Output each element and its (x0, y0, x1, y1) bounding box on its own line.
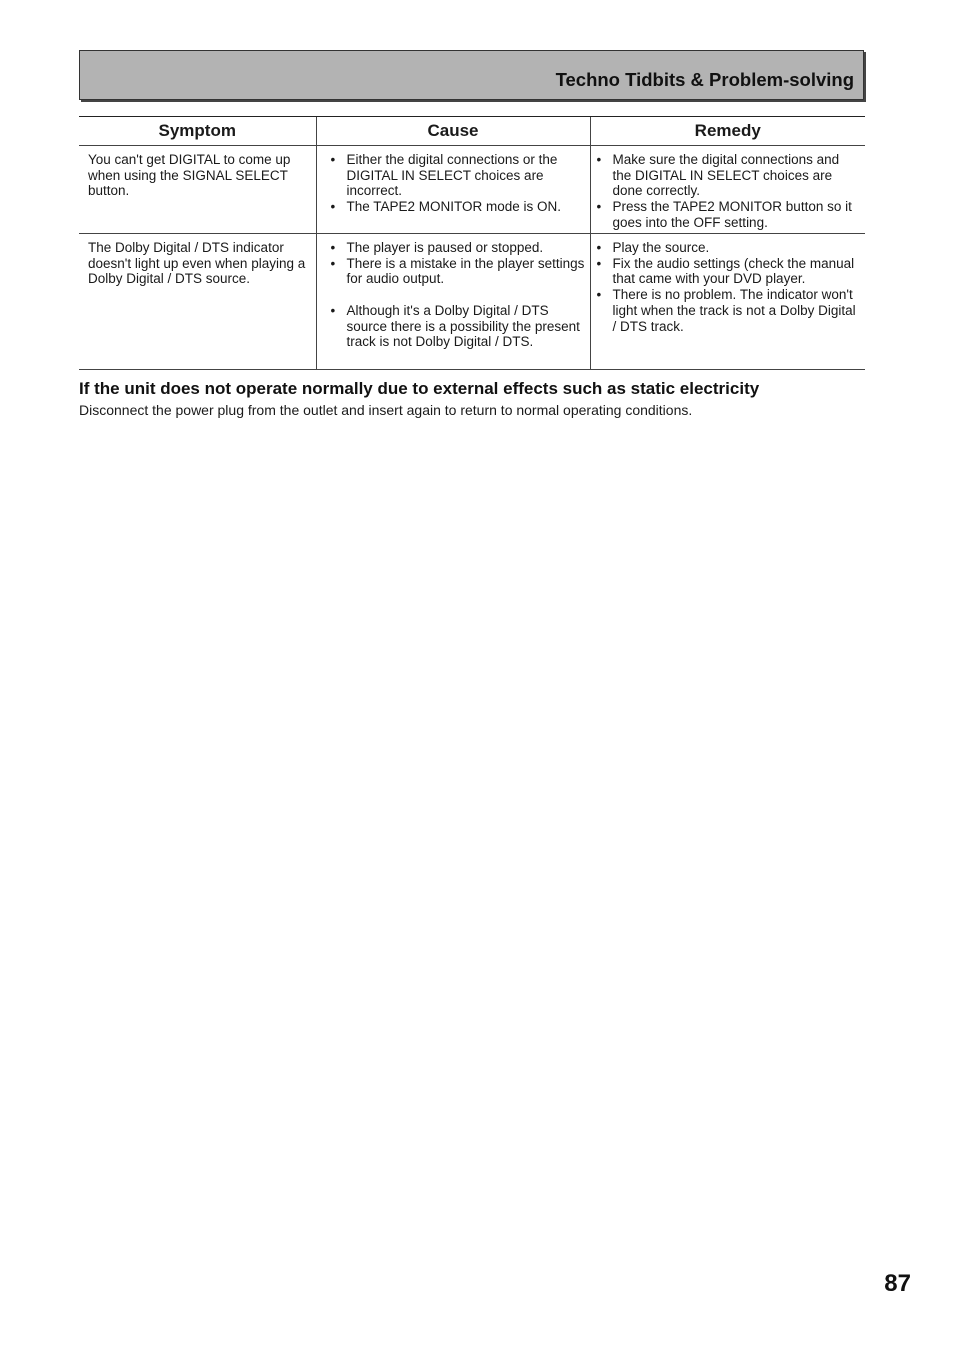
table-row (79, 234, 865, 370)
remedy-item: • There is no problem. The indicator won't light when the track is not a Dolby Digital / DTS track. (597, 287, 862, 334)
remedy-item: • Make sure the digital connections and the DIGITAL IN SELECT choices are done correctly. (597, 152, 862, 199)
table-header-row (79, 117, 865, 146)
column-header-cause: Cause (316, 117, 590, 146)
remedy-cell (590, 234, 865, 370)
cause-item: • Either the digital connections or the DIGITAL IN SELECT choices are incorrect. (331, 152, 586, 199)
static-electricity-text: Disconnect the power plug from the outlet and insert again to return to normal operating conditions. (79, 402, 693, 418)
cause-cell (316, 234, 590, 370)
static-electricity-heading: If the unit does not operate normally due to external effects such as static electricity (79, 379, 760, 398)
symptom-cell: You can't get DIGITAL to come up when using the SIGNAL SELECT button. (79, 146, 316, 234)
cause-item: • The TAPE2 MONITOR mode is ON. (331, 199, 586, 215)
remedy-cell (590, 146, 865, 234)
symptom-cell: The Dolby Digital / DTS indicator doesn't light up even when playing a Dolby Digital / DTS source. (79, 234, 316, 370)
column-header-remedy: Remedy (590, 117, 865, 146)
cause-cell (316, 146, 590, 234)
remedy-item: • Press the TAPE2 MONITOR button so it goes into the OFF setting. (597, 199, 862, 230)
troubleshooting-table (79, 116, 865, 370)
cause-item: • The player is paused or stopped. (331, 240, 586, 256)
cause-item: • There is a mistake in the player settings for audio output. (331, 256, 586, 287)
section-header-title: Techno Tidbits & Problem-solving (555, 69, 854, 90)
page-number: 87 (884, 1270, 911, 1297)
cause-item: • Although it's a Dolby Digital / DTS source there is a possibility the present track is not Dolby Digital / DTS. (331, 303, 586, 350)
column-header-symptom: Symptom (79, 117, 316, 146)
remedy-item: • Play the source. (597, 240, 862, 256)
section-header-bar (79, 50, 864, 100)
remedy-item: • Fix the audio settings (check the manual that came with your DVD player. (597, 256, 862, 287)
table-row (79, 146, 865, 234)
